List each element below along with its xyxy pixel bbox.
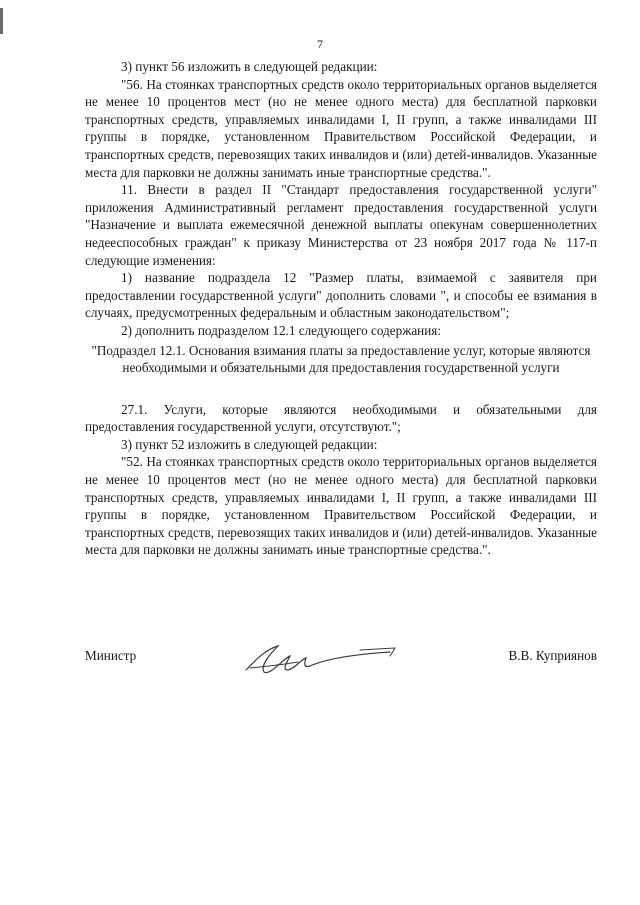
signature-block [85,640,597,690]
item-1-subsection-12: 1) название подраздела 12 "Размер платы, взимаемой с заявителя при предоставлении государственной услуги" дополнить словами ", и способы ее взимания в случаях, предусмотренных федеральным и областным законодательством"; [85,270,597,321]
handwritten-signature [240,640,410,680]
item-2-subsection-12-1: 2) дополнить подразделом 12.1 следующего содержания: [121,322,442,338]
point-27-1-text: 27.1. Услуги, которые являются необходимыми и обязательными для предоставления государственной услуги, отсутствуют."; [85,401,597,435]
heading-spacer [85,377,597,401]
point-56-text: "56. На стоянках транспортных средств около территориальных органов выделяется не менее 10 процентов мест (но не менее одного места) для бесплатной парковки транспортных средств, управляемых инвалидами I, II групп, а также инвалидами III группы в порядке, установленном Правительством Российской Федерации, и транспортных средств, перевозящих таких инвалидов и (или) детей-инвалидов. Указанные места для парковки не должны занимать иные транспортные средства.". [85,76,597,180]
document-body [85,58,597,559]
subsection-12-1-heading: "Подраздел 12.1. Основания взимания платы за предоставление услуг, которые являются необходимыми и обязательными для предоставления государственной услуги [91,342,591,376]
section-11-text: 11. Внести в раздел II "Стандарт предоставления государственной услуги" приложения Административный регламент предоставления государственной услуги "Назначение и выплата ежемесячной денежной выплаты опекунам совершеннолетних недееспособных граждан" к приказу Министерства от 23 ноября 2017 года № 117-п следующие изменения: [85,182,597,268]
signatory-name: В.В. Куприянов [508,648,597,663]
signatory-title: Министр [85,648,137,663]
scan-edge-mark [0,8,3,34]
item-3-point-56: 3) пункт 56 изложить в следующей редакции: [121,59,378,74]
point-52-text: "52. На стоянках транспортных средств около территориальных органов выделяется не менее 10 процентов мест (но не менее одного места) для бесплатной парковки транспортных средств, управляемых инвалидами I, II групп, а также инвалидами III группы в порядке, установленном Правительством Российской Федерации, и транспортных средств, перевозящих таких инвалидов и (или) детей-инвалидов. Указанные места для парковки не должны занимать иные транспортные средства.". [85,454,597,558]
item-3-point-52: 3) пункт 52 изложить в следующей редакции: [121,436,378,452]
page-number: 7 [317,37,323,51]
